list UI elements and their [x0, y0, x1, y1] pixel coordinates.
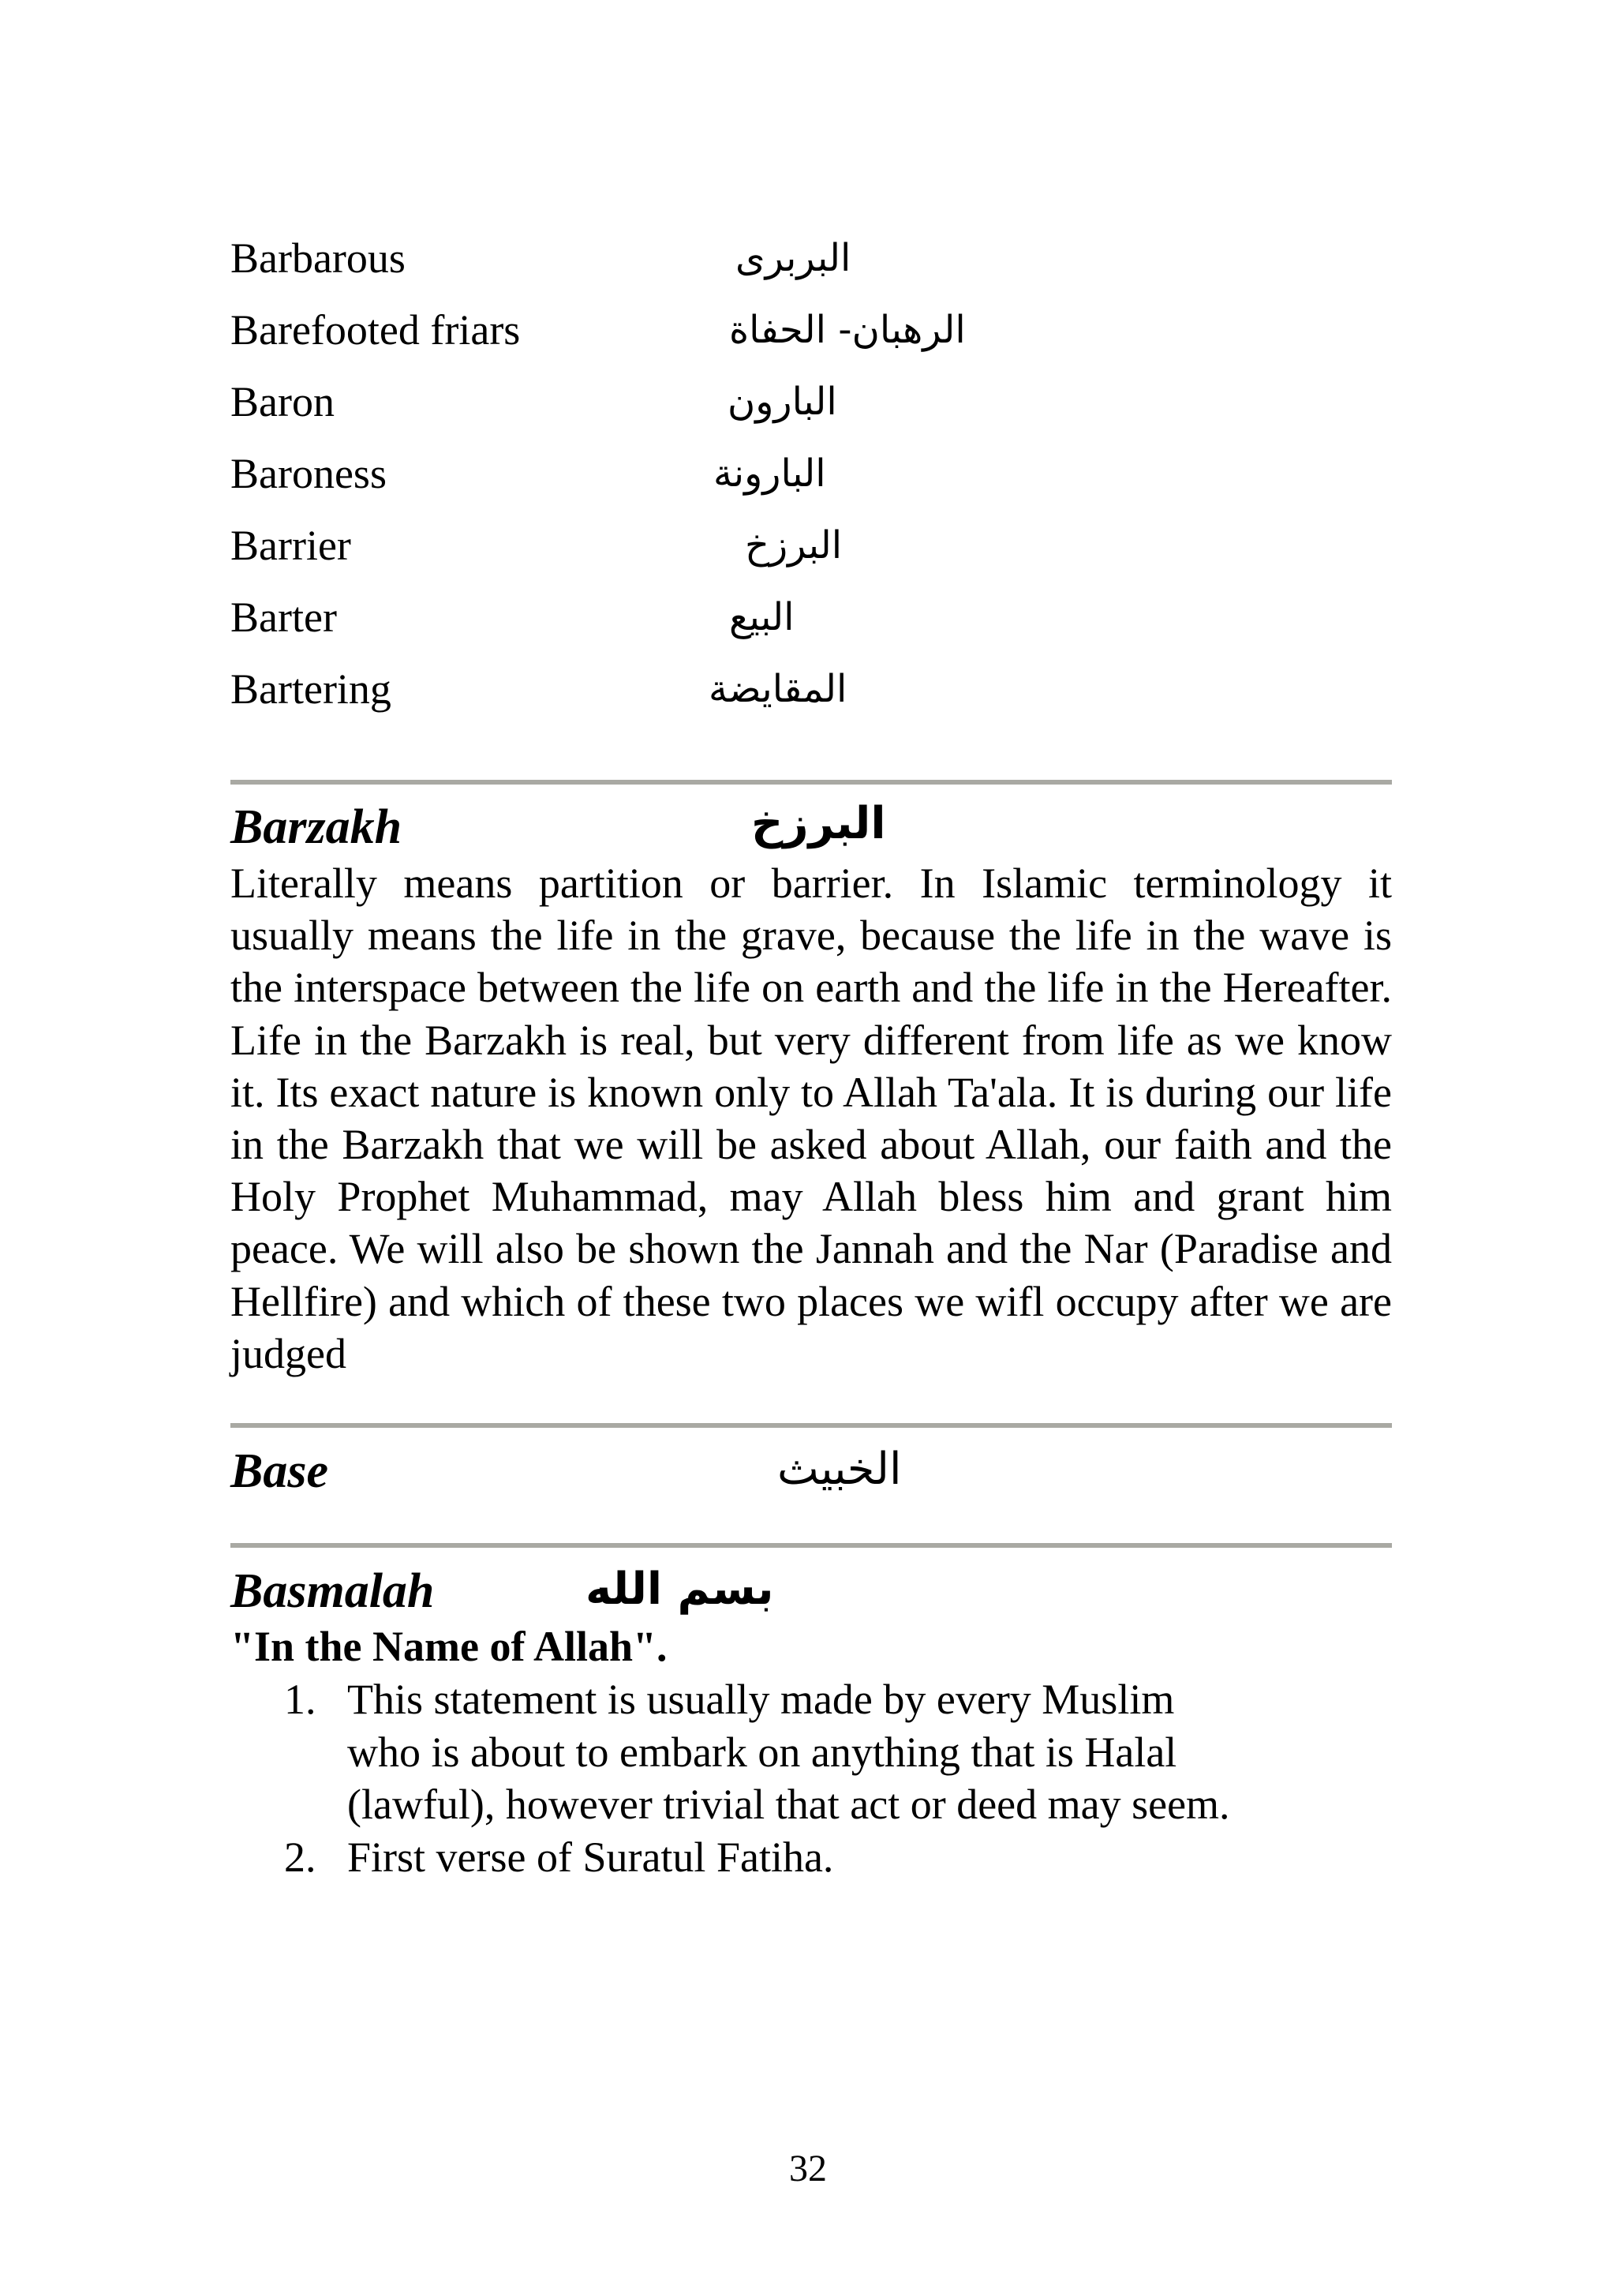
entry-title-barzakh: Barzakh: [230, 800, 402, 854]
term-english: Barbarous: [230, 234, 406, 282]
term-arabic: المقايضة: [709, 667, 847, 711]
term-english: Barrier: [230, 522, 351, 569]
term-arabic: البيع: [729, 595, 795, 639]
glossary-row: [230, 661, 1019, 732]
glossary-row: [230, 302, 1019, 373]
list-item-number: 1.: [284, 1676, 316, 1723]
list-item-number: 2.: [284, 1833, 316, 1881]
entry-arabic-barzakh: البرزخ: [751, 798, 886, 849]
list-item-text: This statement is usually made by every Muslim who is about to embark on anything that is Halal (lawful), however trivial that act or deed may seem.: [347, 1676, 1230, 1828]
list-item: [284, 1673, 1231, 1831]
entry-arabic-basmalah: بسم الله: [585, 1564, 774, 1615]
term-arabic: البارون: [728, 380, 837, 424]
glossary-row: [230, 374, 1019, 445]
term-english: Baron: [230, 378, 335, 425]
list-item: [284, 1831, 1231, 1884]
page-number: 32: [789, 2148, 827, 2189]
glossary-row: [230, 590, 1019, 661]
term-arabic: البارونة: [713, 451, 826, 496]
entry-meaning-basmalah: "In the Name of Allah".: [230, 1623, 668, 1670]
entry-definition-barzakh: Literally means partition or barrier. In Islamic terminology it usually means the life in the grave, because the life in the wave is the interspace between the life on earth and the life in the Hereafter. Life in the Barzakh is real, but very different from life as we know it. Its exact nature is known only to Allah Ta'ala. It is during our life in the Barzakh that we will be asked about Allah, our faith and the Holy Prophet Muhammad, may Allah bless him and grant him peace. We will also be shown the Jannah and the Nar (Paradise and Hellfire) and which of these two places we wifl occupy after we are judged: [230, 860, 1392, 1377]
section-divider: [230, 1423, 1392, 1428]
glossary-row: [230, 230, 1019, 302]
term-english: Bartering: [230, 665, 391, 713]
entry-title-basmalah: Basmalah: [230, 1564, 435, 1618]
glossary-row: [230, 446, 1019, 517]
entry-arabic-base: الخبيث: [777, 1444, 902, 1495]
list-item-text: First verse of Suratul Fatiha.: [347, 1833, 834, 1881]
numbered-list: [284, 1673, 1231, 1883]
term-english: Barefooted friars: [230, 306, 521, 354]
term-arabic: الرهبان- الحفاة: [729, 308, 966, 352]
glossary-row: [230, 518, 1019, 589]
section-divider: [230, 1543, 1392, 1548]
term-arabic: البرزخ: [745, 523, 843, 567]
term-english: Barter: [230, 594, 337, 641]
section-divider: [230, 780, 1392, 785]
term-arabic: البربرى: [735, 236, 851, 280]
term-english: Baroness: [230, 450, 387, 497]
entry-title-base: Base: [230, 1444, 328, 1498]
